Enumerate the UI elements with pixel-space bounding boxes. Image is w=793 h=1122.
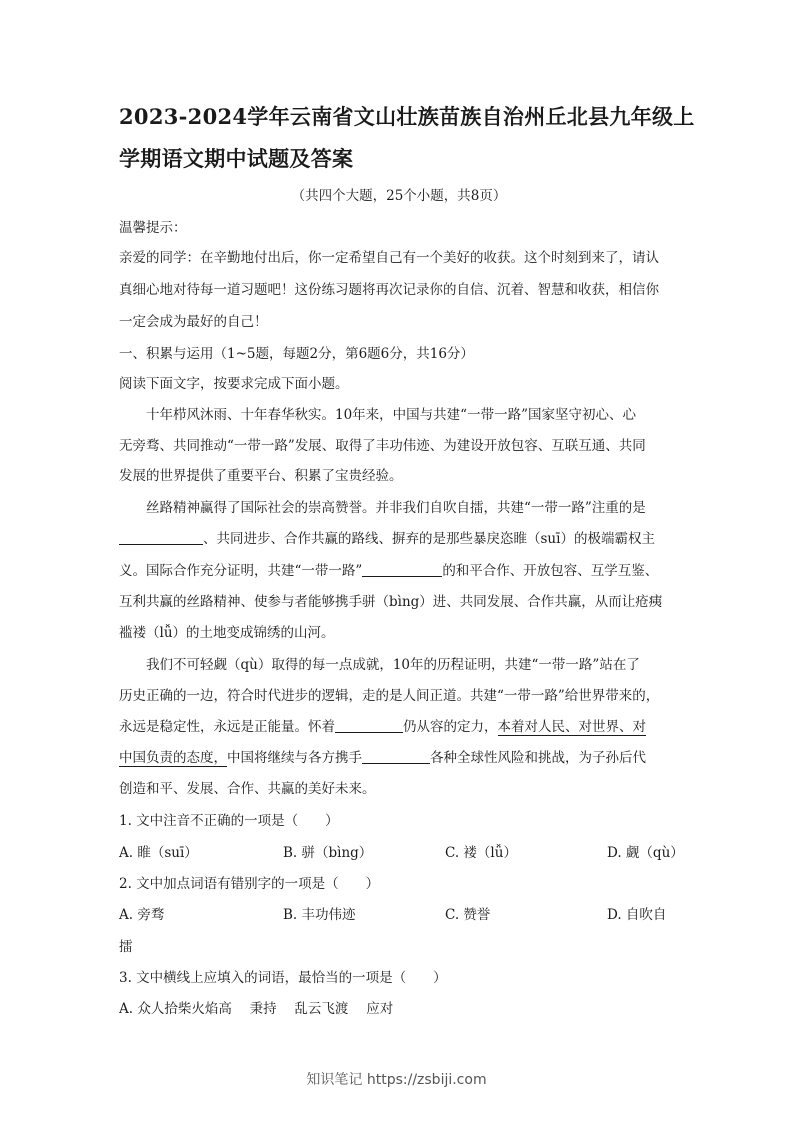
dotted-char: 无 bbox=[119, 438, 133, 454]
question-2-option-d: D. 自吹自 bbox=[607, 907, 667, 923]
question-1-option-b: B. 骈（bìng） bbox=[283, 845, 373, 861]
page-footer-watermark: 知识笔记 https://zsbiji.com bbox=[306, 1072, 487, 1088]
passage-p1-line-2 bbox=[119, 436, 679, 456]
dotted-char: 自 bbox=[456, 500, 470, 516]
tip-heading: 温馨提示： bbox=[119, 220, 187, 236]
dotted-char: 骛 bbox=[146, 438, 160, 454]
question-2-stem: 2. 文中加点词语有错别字的一项是（ ） bbox=[119, 876, 380, 892]
tip-line-1: 亲爱的同学：在辛勤地付出后，你一定希望自己有一个美好的收获。这个时刻到来了，请认 bbox=[119, 250, 659, 266]
passage-p3-line-2: 历史正确的一边，符合时代进步的逻辑，走的是人间正道。共建“一带一路”给世界带来的， bbox=[119, 688, 660, 704]
dotted-char: 吹 bbox=[443, 500, 457, 516]
tip-line-3: 一定会成为最好的自己！ bbox=[119, 314, 268, 330]
passage-p2-line-2 bbox=[119, 529, 679, 549]
fill-blank-4 bbox=[362, 749, 430, 764]
passage-text: 。并非我们 bbox=[362, 500, 430, 516]
dotted-char: 誉 bbox=[348, 500, 362, 516]
question-2-option-a: A. 旁骛 bbox=[119, 907, 165, 923]
passage-text: 义。国际合作充分证明，共建“一带一路” bbox=[119, 563, 363, 579]
passage-p2-line-4: 互利共赢的丝路精神、使参与者能够携手骈（bìng）进、共同发展、合作共赢，从而让疮痍 bbox=[119, 594, 663, 610]
passage-text: 、共同推动“一带一路”发展、取得了丰功伟迹、为建设开放包容、互联互通、共同 bbox=[159, 438, 646, 454]
document-title-line-1: 2023-2024学年云南省文山壮族苗族自治州丘北县九年级上 bbox=[119, 104, 695, 129]
question-2-option-b: B. 丰功伟迹 bbox=[283, 907, 356, 923]
passage-text: 永远是稳定性，永远是正能量。怀着 bbox=[119, 719, 335, 735]
passage-p3-line-3 bbox=[119, 717, 679, 737]
passage-p2-line-5: 褴褛（lǚ）的土地变成锦绣的山河。 bbox=[119, 625, 335, 641]
question-1-stem: 1. 文中注音不正确的一项是（ ） bbox=[119, 813, 339, 829]
tip-line-2: 真细心地对待每一道习题吧！这份练习题将再次记录你的自信、沉着、智慧和收获，相信你 bbox=[119, 282, 659, 298]
document-title-line-2: 学期语文期中试题及答案 bbox=[119, 146, 354, 171]
passage-p1-line-3: 发展的世界提供了重要平台、积累了宝贵经验。 bbox=[119, 468, 403, 484]
underlined-text: 本着对人民、对世界、对 bbox=[497, 719, 646, 735]
question-2-option-c: C. 赞誉 bbox=[445, 907, 491, 923]
question-1-option-c: C. 褛（lǚ） bbox=[445, 845, 517, 861]
question-3-option-a: A. 众人拾柴火焰高 秉持 乱云飞渡 应对 bbox=[119, 1001, 394, 1017]
passage-text: 丝路精神赢得了国际社会的崇高赞 bbox=[146, 500, 349, 516]
question-3-stem: 3. 文中横线上应填入的词语，最恰当的一项是（ ） bbox=[119, 970, 447, 986]
passage-text: 、共同进步、合作共赢的路线、摒弃的是那些暴戾恣睢（suī）的极端霸权主 bbox=[203, 531, 655, 547]
dotted-char: 擂 bbox=[470, 500, 484, 516]
section-instruction: 阅读下面文字，按要求完成下面小题。 bbox=[119, 376, 349, 392]
passage-p1-line-1 bbox=[146, 405, 679, 425]
dotted-char: 旁 bbox=[132, 438, 146, 454]
underlined-text: 中国负责的态度， bbox=[119, 750, 227, 766]
passage-text: 十年栉风沐雨、十年春华秋实。10年来，中国与共建“一带一路”国家坚守初心、 bbox=[146, 407, 623, 423]
question-1-option-a: A. 睢（suī） bbox=[119, 845, 198, 861]
passage-text: 中国将继续与各方携手 bbox=[227, 750, 362, 766]
document-subtitle: （共四个大题，25个小题，共8页） bbox=[291, 188, 507, 204]
dotted-char: 自 bbox=[429, 500, 443, 516]
passage-p2-line-1 bbox=[146, 498, 679, 518]
passage-text: 各种全球性风险和挑战，为子孙后代 bbox=[430, 750, 646, 766]
passage-text: 的和平合作、开放包容、互学互鉴、 bbox=[442, 563, 659, 579]
section-heading: 一、积累与运用（1~5题，每题2分，第6题6分，共16分） bbox=[119, 346, 474, 362]
passage-text: ，共建“一带一路”注重的是 bbox=[483, 500, 646, 516]
passage-p3-line-5: 创造和平、发展、合作、共赢的美好未来。 bbox=[119, 781, 376, 797]
dotted-char: 心 bbox=[622, 407, 636, 423]
passage-p3-line-1: 我们不可轻觑（qù）取得的每一点成就，10年的历程证明，共建“一带一路”站在了 bbox=[146, 657, 640, 673]
question-2-option-d-continued: 擂 bbox=[119, 939, 133, 955]
question-1-option-d: D. 觑（qù） bbox=[607, 845, 684, 861]
fill-blank-3 bbox=[335, 718, 403, 733]
fill-blank-1 bbox=[119, 530, 203, 545]
passage-p2-line-3 bbox=[119, 561, 679, 581]
passage-p3-line-4 bbox=[119, 748, 679, 768]
passage-text: 仍从容的定力， bbox=[403, 719, 498, 735]
fill-blank-2 bbox=[362, 562, 442, 577]
